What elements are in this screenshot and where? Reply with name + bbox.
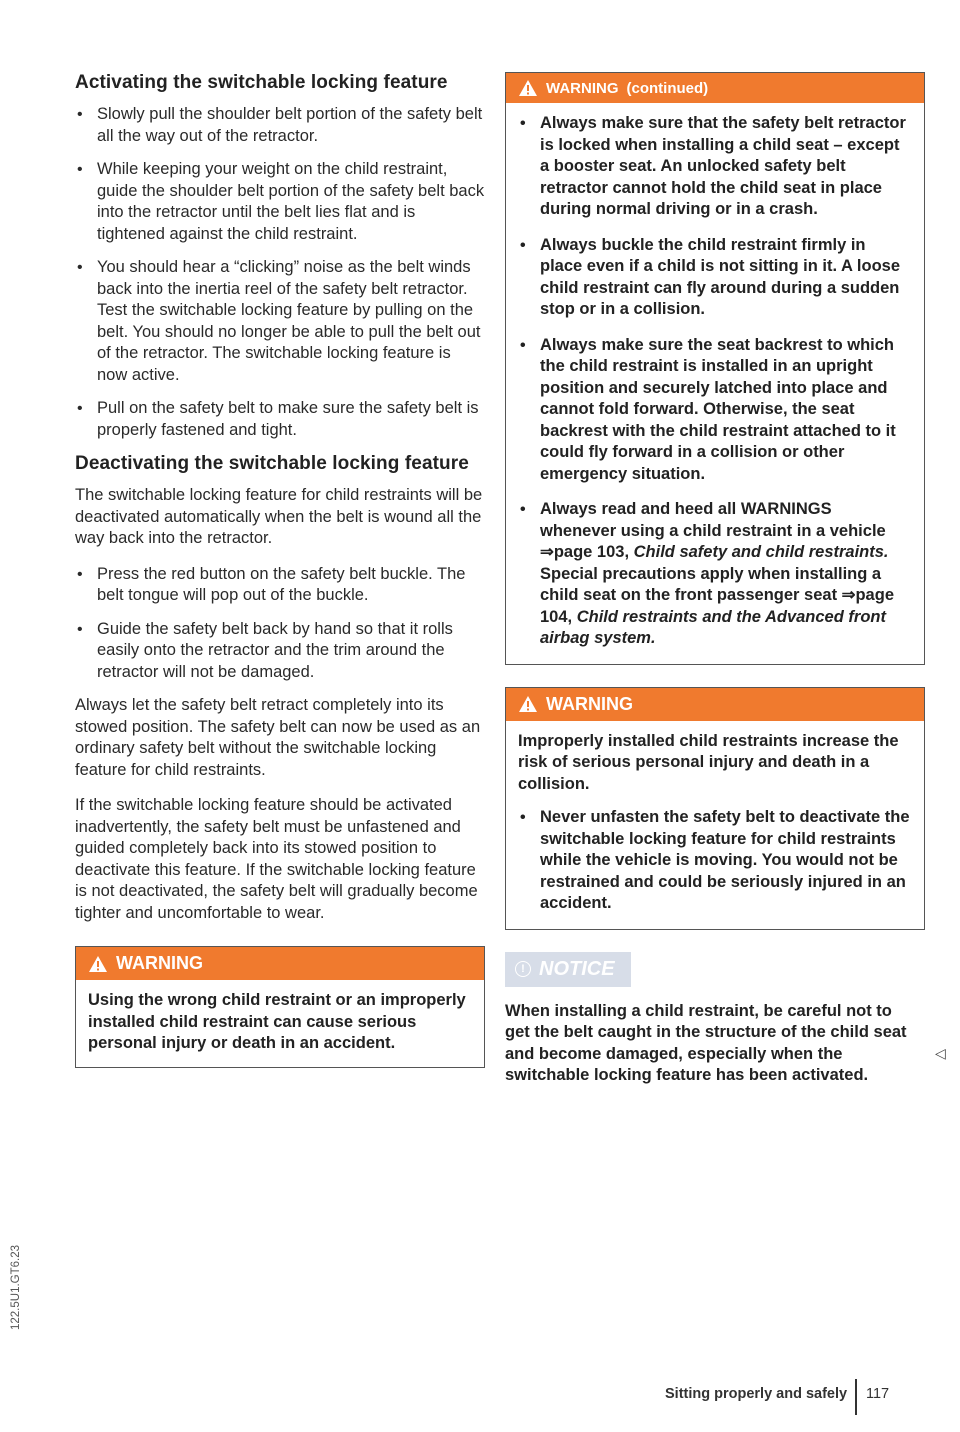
notice-text: When installing a child restraint, be careful not to get the belt caught in the structure of the child seat and become damaged, especially when the switchable locking feature has been activated. xyxy=(505,1001,907,1084)
warning-item-2: • Always buckle the child restraint firmly in place even if a child is not sitting in it. A loose child restraint can fly around during a sudden stop or in a collision. xyxy=(518,235,912,321)
warning-label: WARNING xyxy=(546,79,619,97)
warning-text: Using the wrong child restraint or an improperly installed child restraint can cause serious personal injury or death in an accident. xyxy=(88,991,466,1052)
info-circle-icon: ! xyxy=(515,961,531,977)
warning-box-right xyxy=(505,687,925,930)
footer-section-title: Sitting properly and safely xyxy=(665,1386,848,1402)
warning-triangle-icon xyxy=(518,695,538,713)
deactivating-steps xyxy=(75,564,485,684)
warning-label: WARNING xyxy=(116,953,203,973)
warning-continued-list xyxy=(518,113,912,650)
warning-item-1: • Always make sure that the safety belt retractor is locked when installing a child seat – except a booster seat. An unlocked safety belt retractor cannot hold the child seat in place during normal driving or in a crash. xyxy=(518,113,912,221)
deactivating-intro: The switchable locking feature for child restraints will be deactivated automatically when the belt is wound all the way back into the retractor. xyxy=(75,486,483,547)
deactivating-title: Deactivating the switchable locking feature xyxy=(75,453,469,474)
footer-divider xyxy=(855,1379,857,1415)
document-code: 122.5U1.GT6.23 xyxy=(10,1244,22,1330)
notice-header xyxy=(505,952,631,987)
ref-link-advanced-airbag[interactable]: Child restraints and the Advanced front airbag system. xyxy=(540,607,886,647)
ref-link-child-safety[interactable]: Child safety and child restraints. xyxy=(633,543,889,561)
deactivating-step-1: • Press the red button on the safety belt buckle. The belt tongue will pop out of the buckle. xyxy=(75,564,485,607)
warning-label: WARNING xyxy=(546,693,633,714)
ref-text-2: Special precautions apply when installing a child seat on the front passenger seat ⇒page 104, xyxy=(540,564,894,626)
notice-label: NOTICE xyxy=(539,957,615,980)
warning-box-continued xyxy=(505,72,925,665)
warning-triangle-icon xyxy=(518,79,538,97)
warning-box-left xyxy=(75,946,485,1068)
activating-title: Activating the switchable locking feature xyxy=(75,72,448,93)
section-end-marker-icon: ◁ xyxy=(935,1045,946,1061)
activating-steps xyxy=(75,104,485,441)
ref-text-1: Always read and heed all WARNINGS whenever using a child restraint in a vehicle ⇒page 103, xyxy=(540,500,886,561)
warning-header-continued xyxy=(506,73,924,103)
warning-header xyxy=(76,947,484,980)
right-column xyxy=(505,72,925,1087)
warning-2-item-1: • Never unfasten the safety belt to deactivate the switchable locking feature for child restraints while the vehicle is moving. You would not be restrained and could be seriously injured in an accident. xyxy=(518,807,912,915)
warning-item-3: • Always make sure the seat backrest to which the child restraint is installed in an upright position and securely latched into place and cannot fold forward. Otherwise, the seat backrest with the child restraint attached to it could fly forward in a collision or other emergency situation. xyxy=(518,335,912,486)
activating-step-3: • You should hear a “clicking” noise as the belt winds back into the inertia reel of the safety belt retractor. Test the switchable locking feature by pulling on the belt. You should no longer be able to pull the belt out of the retractor. The switchable locking feature is now active. xyxy=(75,257,485,386)
activating-step-4: • Pull on the safety belt to make sure the safety belt is properly fastened and tight. xyxy=(75,398,485,441)
activating-step-2: • While keeping your weight on the child restraint, guide the shoulder belt portion of the safety belt back into the retractor until the belt lies flat and is tightened against the child restraint. xyxy=(75,159,485,245)
deactivating-step-2: • Guide the safety belt back by hand so that it rolls easily onto the retractor and the trim around the retractor will not be damaged. xyxy=(75,619,485,684)
warning-triangle-icon xyxy=(88,955,108,973)
page-number: 117 xyxy=(866,1386,890,1402)
warning-item-4 xyxy=(518,499,912,650)
warning-2-intro: Improperly installed child restraints increase the risk of serious personal injury and death in a collision. xyxy=(518,731,899,793)
warning-header-2 xyxy=(506,688,924,721)
left-column xyxy=(75,72,485,1068)
warning-2-body xyxy=(506,721,924,929)
deactivating-para-1: Always let the safety belt retract completely into its stowed position. The safety belt can now be used as an ordinary safety belt without the switchable locking feature for child restraints. xyxy=(75,696,481,779)
activating-step-1: • Slowly pull the shoulder belt portion of the safety belt all the way out of the retractor. xyxy=(75,104,485,147)
warning-continued-suffix: (continued) xyxy=(626,79,709,97)
deactivating-para-2: If the switchable locking feature should be activated inadvertently, the safety belt must be unfastened and guided completely back into its stowed position to deactivate this feature. If the switchable locking feature is not deactivated, the safety belt will gradually become tighter and uncomfortable to wear. xyxy=(75,796,478,922)
warning-2-list xyxy=(518,807,912,915)
warning-continued-body xyxy=(506,103,924,664)
